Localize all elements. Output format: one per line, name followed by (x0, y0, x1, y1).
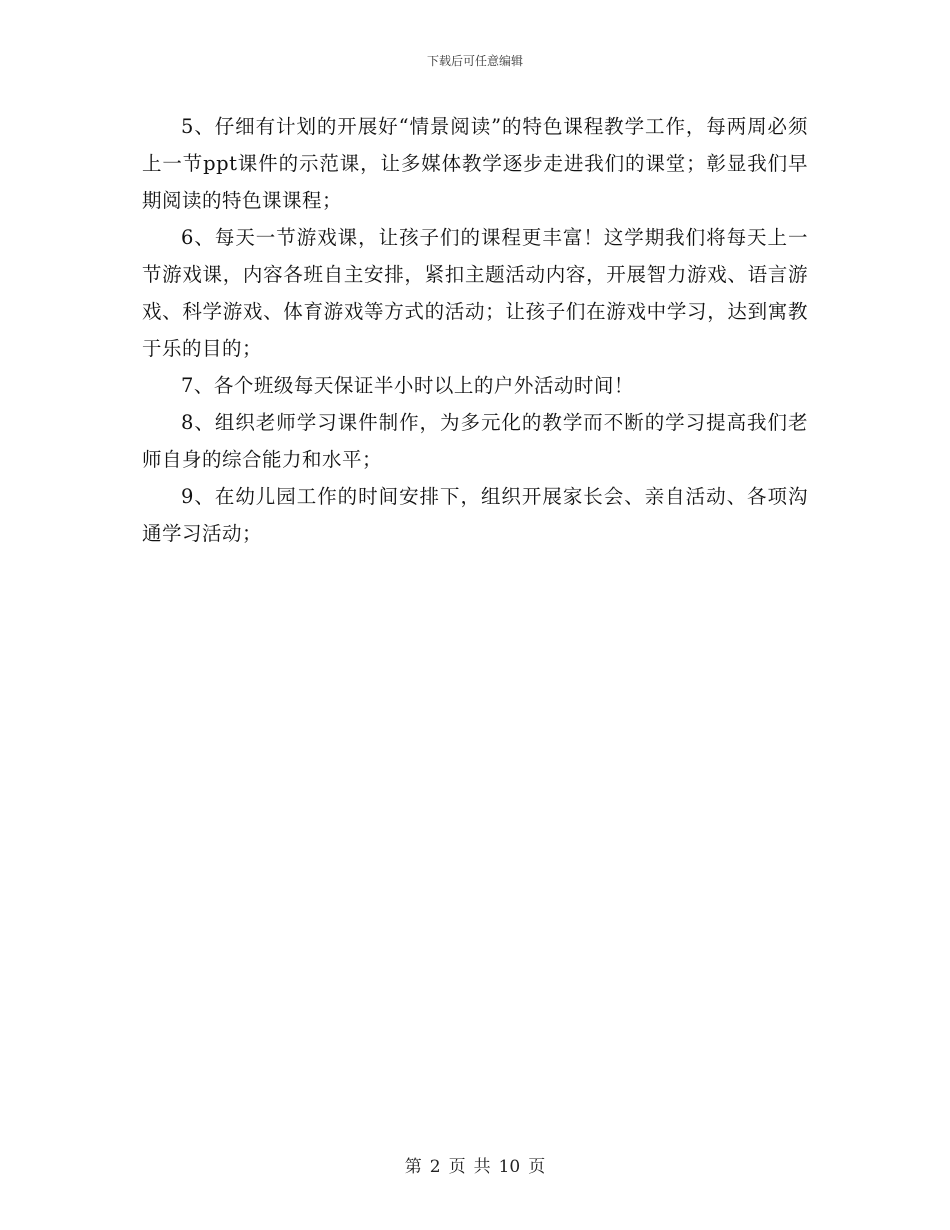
page-header: 下载后可任意编辑 (426, 54, 523, 68)
document-body (142, 108, 808, 552)
footer-suffix: 页 (528, 1157, 546, 1177)
footer-prefix: 第 (404, 1157, 422, 1177)
footer-total-word: 共 (473, 1157, 491, 1177)
footer-page-word: 页 (448, 1157, 466, 1177)
paragraph-item-7: 7、各个班级每天保证半小时以上的户外活动时间！ (181, 374, 634, 397)
paragraph-item-6: 6、每天一节游戏课，让孩子们的课程更丰富！这学期我们将每天上一节游戏课，内容各班自主安排，紧扣主题活动内容，开展智力游戏、语言游戏、科学游戏、体育游戏等方式的活动；让孩子们在游戏中学习，达到寓教于乐的目的； (142, 226, 808, 360)
total-pages-number: 10 (498, 1157, 521, 1177)
current-page-number: 2 (429, 1157, 441, 1177)
paragraph-item-9: 9、在幼儿园工作的时间安排下，组织开展家长会、亲自活动、各项沟通学习活动； (142, 485, 808, 545)
paragraph-item-5: 5、仔细有计划的开展好“情景阅读”的特色课程教学工作，每两周必须上一节ppt课件的示范课，让多媒体教学逐步走进我们的课堂；彰显我们早期阅读的特色课课程； (142, 115, 808, 212)
paragraph-item-8: 8、组织老师学习课件制作，为多元化的教学而不断的学习提高我们老师自身的综合能力和水平； (142, 411, 808, 471)
page-footer (0, 1156, 950, 1178)
